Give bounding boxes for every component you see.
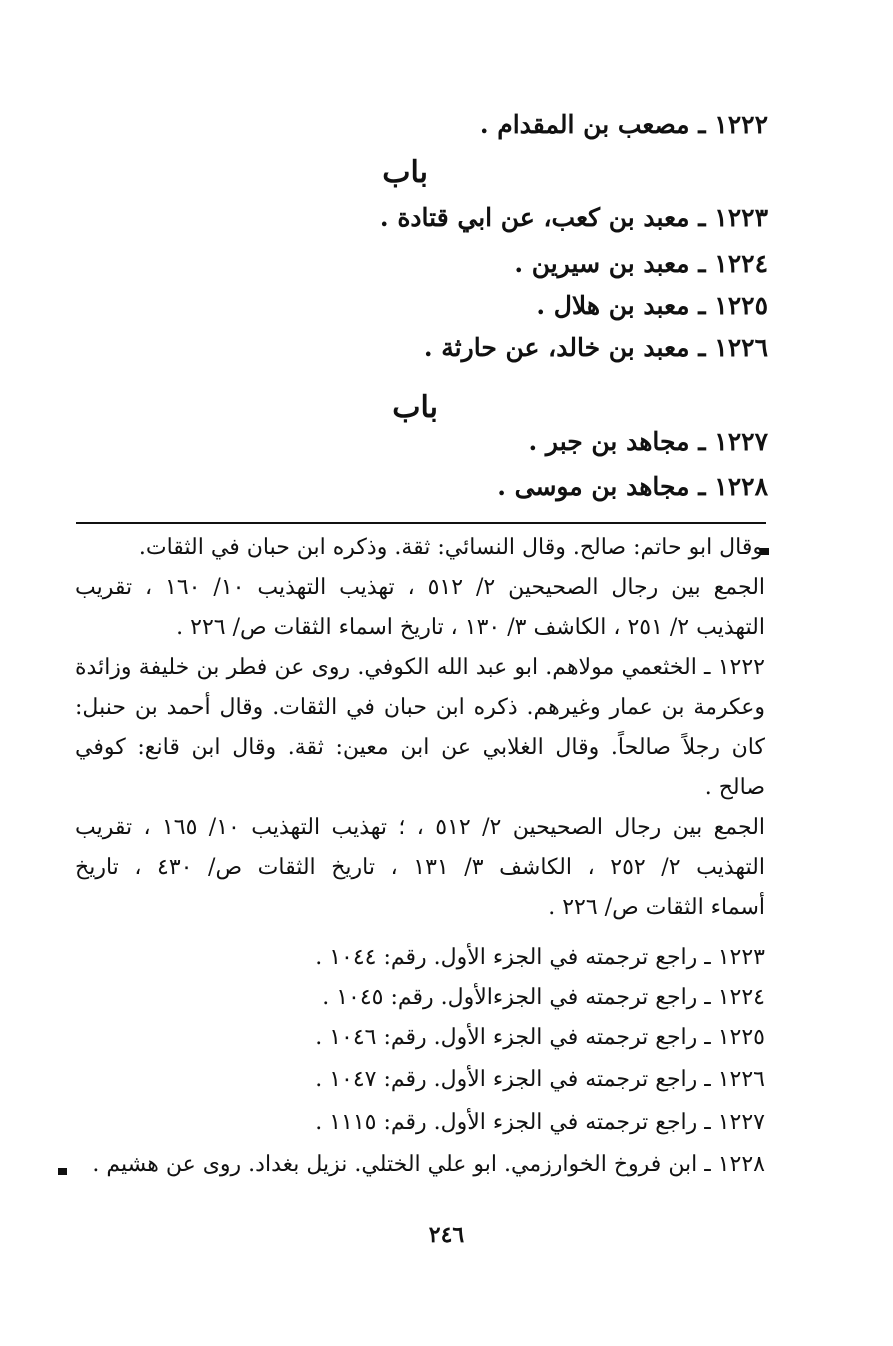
footnote-line-1: وقال ابو حاتم: صالح. وقال النسائي: ثقة. وذكره ابن حبان في الثقات. <box>138 535 763 560</box>
entry-1223: ١٢٢٣ ـ معبد بن كعب، عن ابي قتادة . <box>379 203 768 232</box>
footnote-line-4: ١٢٢٢ ـ الخثعمي مولاهم. ابو عبد الله الكوفي. روى عن فطر بن خليفة وزائدة <box>75 655 765 680</box>
footnote-line-6: كان رجلاً صالحاً. وقال الغلابي عن ابن معين: ثقة. وقال ابن قانع: كوفي <box>75 735 765 760</box>
footnote-1227: ١٢٢٧ ـ راجع ترجمته في الجزء الأول. رقم: ١١١٥ . <box>315 1110 765 1135</box>
entry-1222: ١٢٢٢ ـ مصعب بن المقدام . <box>479 110 768 139</box>
footnote-line-9: التهذيب ٢/ ٢٥٢ ، الكاشف ٣/ ١٣١ ، تاريخ الثقات ص/ ٤٣٠ ، تاريخ <box>75 855 765 880</box>
continuation-mark-icon <box>58 1168 67 1175</box>
footnote-line-3: التهذيب ٢/ ٢٥١ ، الكاشف ٣/ ١٣٠ ، تاريخ اسماء الثقات ص/ ٢٢٦ . <box>176 615 765 640</box>
footnote-1228: ١٢٢٨ ـ ابن فروخ الخوارزمي. ابو علي الختلي. نزيل بغداد. روى عن هشيم . <box>92 1152 765 1177</box>
footnote-line-7: صالح . <box>704 775 765 800</box>
footnote-line-8: الجمع بين رجال الصحيحين ٢/ ٥١٢ ، ؛ تهذيب التهذيب ١٠/ ١٦٥ ، تقريب <box>75 815 766 840</box>
section-heading-bab-2: باب <box>392 390 438 425</box>
entry-1224: ١٢٢٤ ـ معبد بن سيرين . <box>514 249 768 278</box>
entry-1225: ١٢٢٥ ـ معبد بن هلال . <box>536 291 768 320</box>
footnote-1223: ١٢٢٣ ـ راجع ترجمته في الجزء الأول. رقم: ١٠٤٤ . <box>315 945 765 970</box>
footnote-line-2: الجمع بين رجال الصحيحين ٢/ ٥١٢ ، تهذيب التهذيب ١٠/ ١٦٠ ، تقريب <box>75 575 766 600</box>
footnote-1224: ١٢٢٤ ـ راجع ترجمته في الجزءالأول. رقم: ١٠٤٥ . <box>322 985 765 1010</box>
entry-1228: ١٢٢٨ ـ مجاهد بن موسى . <box>497 472 768 501</box>
section-heading-bab-1: باب <box>382 155 428 190</box>
entry-1227: ١٢٢٧ ـ مجاهد بن جبر . <box>528 427 768 456</box>
entry-1226: ١٢٢٦ ـ معبد بن خالد، عن حارثة . <box>423 333 768 362</box>
footnote-1225: ١٢٢٥ ـ راجع ترجمته في الجزء الأول. رقم: ١٠٤٦ . <box>315 1025 765 1050</box>
page-number: ٢٤٦ <box>428 1222 465 1248</box>
footnote-line-5: وعكرمة بن عمار وغيرهم. ذكره ابن حبان في الثقات. وقال أحمد بن حنبل: <box>75 695 765 720</box>
footnote-separator <box>76 522 766 524</box>
footnote-1226: ١٢٢٦ ـ راجع ترجمته في الجزء الأول. رقم: ١٠٤٧ . <box>315 1067 765 1092</box>
footnote-line-10: أسماء الثقات ص/ ٢٢٦ . <box>548 895 765 920</box>
